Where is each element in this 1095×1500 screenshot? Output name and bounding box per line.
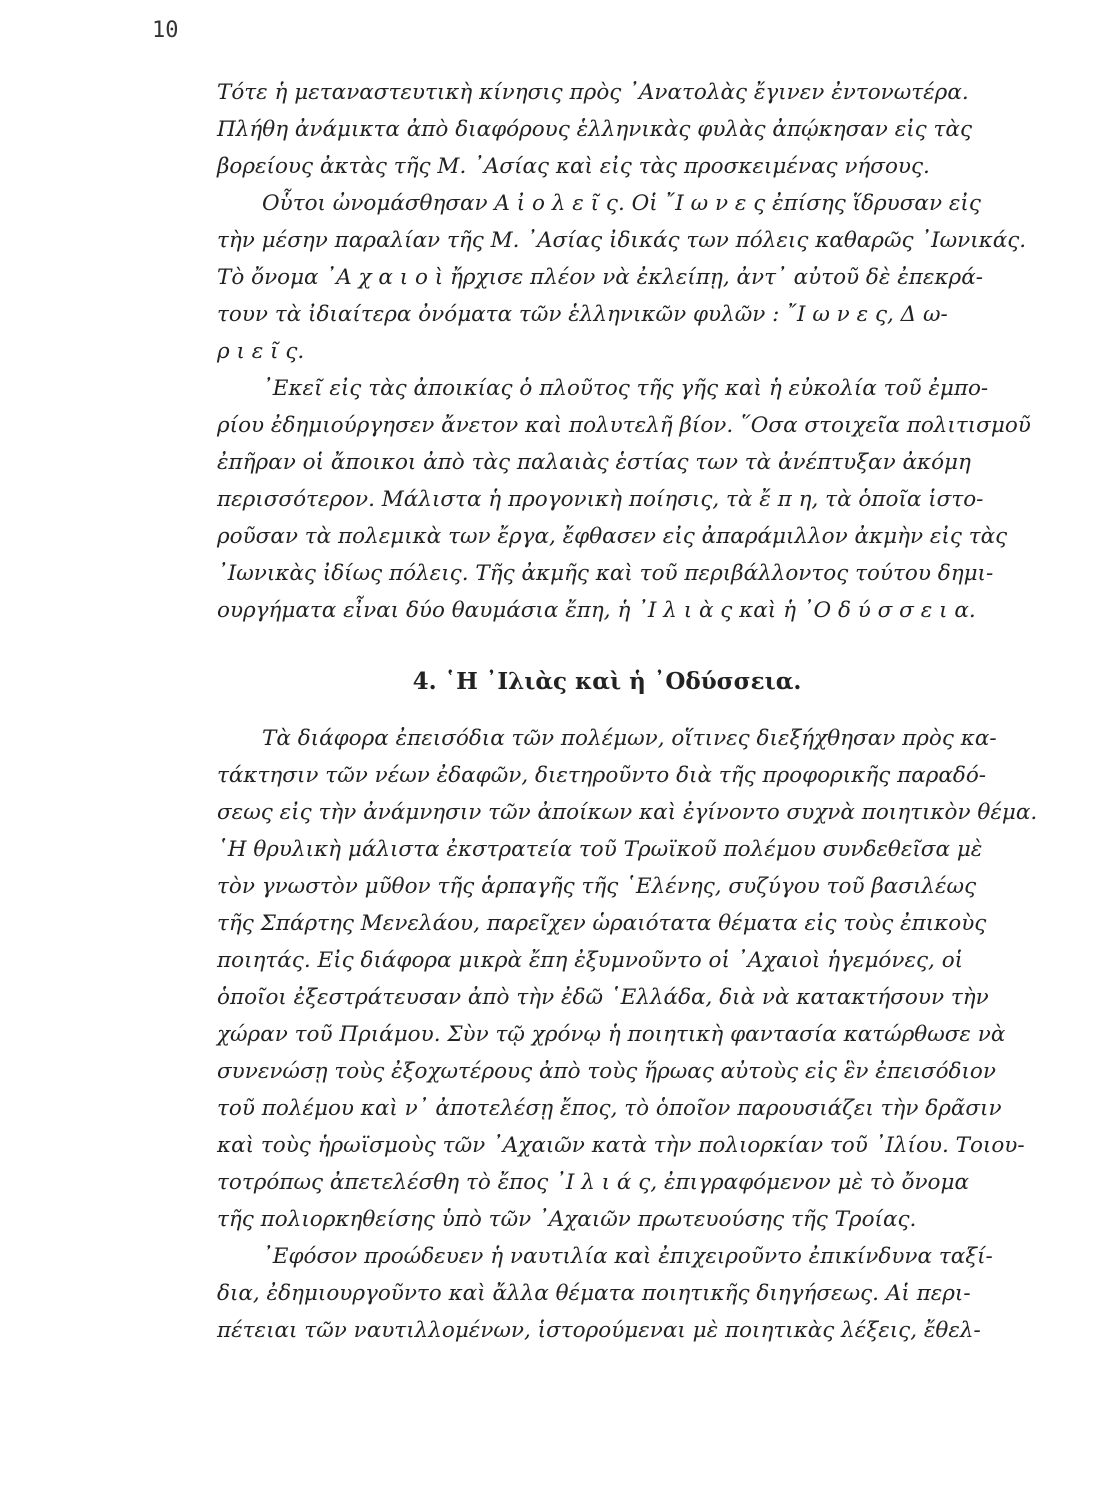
text-line: ρ ι ε ῖ ς. [217,339,305,364]
page-number: 10 [152,18,179,43]
text-line: ῾Η θρυλικὴ μάλιστα ἐκστρατεία τοῦ Τρωϊκοῦ πολέμου συνδεθεῖσα μὲ [217,837,983,862]
text-line: τὸν γνωστὸν μῦθον τῆς ἁρπαγῆς τῆς ῾Ελένης, συζύγου τοῦ βασιλέως [217,874,977,899]
text-line: Τότε ἡ μεταναστευτικὴ κίνησις πρὸς ᾿Ανατολὰς ἔγινεν ἐντονωτέρα. [217,80,969,105]
section-2 [217,720,1037,1349]
text-line: ροῦσαν τὰ πολεμικὰ των ἔργα, ἔφθασεν εἰς ἀπαράμιλλον ἀκμὴν εἰς τὰς [217,524,1008,549]
text-line: τάκτησιν τῶν νέων ἐδαφῶν, διετηροῦντο διὰ τῆς προφορικῆς παραδό- [217,763,987,788]
text-line: βορείους ἀκτὰς τῆς Μ. ᾿Ασίας καὶ εἰς τὰς προσκειμένας νήσους. [217,154,930,179]
text-line: καὶ τοὺς ἡρωϊσμοὺς τῶν ᾿Αχαιῶν κατὰ τὴν πολιορκίαν τοῦ ᾿Ιλίου. Τοιου- [217,1133,1025,1158]
text-line: ρίου ἐδημιούργησεν ἄνετον καὶ πολυτελῆ βίον. ῞Οσα στοιχεῖα πολιτισμοῦ [217,413,1031,438]
text-line: Τὰ διάφορα ἐπεισόδια τῶν πολέμων, οἵτινες διεξήχθησαν πρὸς κα- [262,726,997,751]
text-line: σεως εἰς τὴν ἀνάμνησιν τῶν ἀποίκων καὶ ἐγίνοντο συχνὰ ποιητικὸν θέμα. [217,800,1038,825]
text-line: ἐπῆραν οἱ ἄποικοι ἀπὸ τὰς παλαιὰς ἑστίας των τὰ ἀνέπτυξαν ἀκόμη [217,450,971,475]
text-line: ᾿Ιωνικὰς ἰδίως πόλεις. Τῆς ἀκμῆς καὶ τοῦ περιβάλλοντος τούτου δημι- [217,561,994,586]
text-line: Πλήθη ἀνάμικτα ἀπὸ διαφόρους ἑλληνικὰς φυλὰς ἀπῴκησαν εἰς τὰς [217,117,972,142]
text-line: ουργήματα εἶναι δύο θαυμάσια ἔπη, ἡ ᾿Ι λ ι ὰ ς καὶ ἡ ᾿Ο δ ύ σ σ ε ι α. [217,598,976,623]
text-line: Τὸ ὄνομα ᾿Α χ α ι ο ὶ ἤρχισε πλέον νὰ ἐκλείπῃ, ἀντ᾿ αὐτοῦ δὲ ἐπεκρά- [217,265,983,290]
text-line: ᾿Εφόσον προώδευεν ἡ ναυτιλία καὶ ἐπιχειροῦντο ἐπικίνδυνα ταξί- [262,1244,993,1269]
text-line: Οὗτοι ὠνομάσθησαν Α ἰ ο λ ε ῖ ς. Οἱ ῎Ι ω ν ε ς ἐπίσης ἵδρυσαν εἰς [262,191,981,216]
page-body [217,74,1037,1349]
text-line: τοῦ πολέμου καὶ ν᾿ ἀποτελέσῃ ἔπος, τὸ ὁποῖον παρουσιάζει τὴν δρᾶσιν [217,1096,1002,1121]
text-line: ᾿Εκεῖ εἰς τὰς ἀποικίας ὁ πλοῦτος τῆς γῆς καὶ ἡ εὐκολία τοῦ ἐμπο- [262,376,989,401]
text-line: τοτρόπως ἀπετελέσθη τὸ ἔπος ᾿Ι λ ι ά ς, ἐπιγραφόμενον μὲ τὸ ὄνομα [217,1170,969,1195]
text-line: ποιητάς. Εἰς διάφορα μικρὰ ἔπη ἐξυμνοῦντο οἱ ᾿Αχαιοὶ ἡγεμόνες, οἱ [217,948,964,973]
text-line: τῆς Σπάρτης Μενελάου, παρεῖχεν ὡραιότατα θέματα εἰς τοὺς ἐπικοὺς [217,911,987,936]
section-heading: 4. ῾Η ᾿Ιλιὰς καὶ ἡ ᾿Οδύσσεια. [412,668,802,695]
section-1 [217,74,1037,629]
text-line: δια, ἐδημιουργοῦντο καὶ ἄλλα θέματα ποιητικῆς διηγήσεως. Αἱ περι- [217,1281,971,1306]
text-line: ὁποῖοι ἐξεστράτευσαν ἀπὸ τὴν ἐδῶ ῾Ελλάδα, διὰ νὰ κατακτήσουν τὴν [217,985,989,1010]
text-line: πέτειαι τῶν ναυτιλλομένων, ἱστορούμεναι μὲ ποιητικὰς λέξεις, ἔθελ- [217,1318,981,1343]
text-line: τῆς πολιορκηθείσης ὑπὸ τῶν ᾿Αχαιῶν πρωτευούσης τῆς Τροίας. [217,1207,917,1232]
text-line: τουν τὰ ἰδιαίτερα ὀνόματα τῶν ἑλληνικῶν φυλῶν : ῎Ι ω ν ε ς, Δ ω- [217,302,948,327]
text-line: τὴν μέσην παραλίαν τῆς Μ. ᾿Ασίας ἰδικάς των πόλεις καθαρῶς ᾿Ιωνικάς. [217,228,1027,253]
text-line: περισσότερον. Μάλιστα ἡ προγονικὴ ποίησις, τὰ ἔ π η, τὰ ὁποῖα ἱστο- [217,487,984,512]
text-line: συνενώσῃ τοὺς ἐξοχωτέρους ἀπὸ τοὺς ἥρωας αὐτοὺς εἰς ἓν ἐπεισόδιον [217,1059,996,1084]
text-line: χώραν τοῦ Πριάμου. Σὺν τῷ χρόνῳ ἡ ποιητικὴ φαντασία κατώρθωσε νὰ [217,1022,1006,1047]
